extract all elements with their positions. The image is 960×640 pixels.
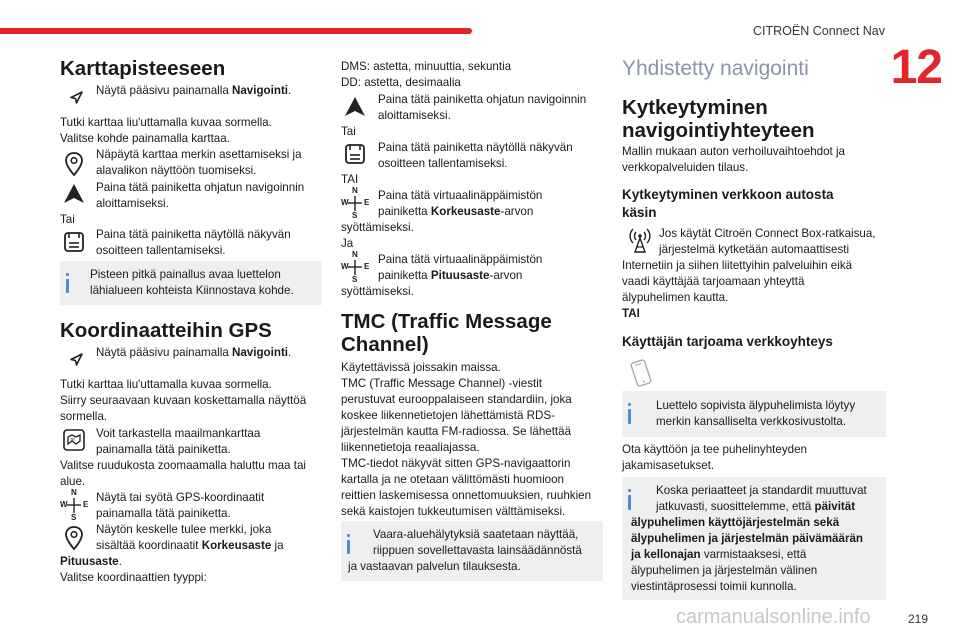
navigation-arrow-icon: [62, 346, 90, 374]
text-line: Mallin mukaan auton verhoiluvaihtoehdot ja: [622, 145, 845, 158]
go-triangle-icon: [341, 93, 369, 121]
heading-karttapisteeseen: Karttapisteeseen: [60, 57, 226, 80]
info-note-3: [622, 391, 886, 437]
location-pin-icon: [60, 524, 88, 552]
text-line: liikennetietoja reaaliajassa.: [341, 441, 480, 454]
compass-rose-icon: N S W E: [341, 186, 370, 220]
compass-rose-icon: N S W E: [60, 488, 89, 522]
text-line: painiketta Pituusaste-arvon: [378, 269, 523, 282]
text-line: vaadi käyttäjää tarjoamaan yhteyttä: [622, 275, 805, 288]
text-line: aloittamiseksi.: [96, 197, 169, 210]
text-line: painiketta Korkeusaste-arvon: [378, 205, 534, 218]
info-note-4: [622, 477, 886, 600]
text-line: alavalikon näyttöön tuomiseksi.: [96, 164, 257, 177]
header-accent-bar: [0, 28, 472, 34]
text-line: sormella.: [60, 410, 108, 423]
text-line: järjestelmän kautta FM-radiossa. Se lähettää: [341, 425, 572, 438]
note-text: ja vastaavan palvelun tilauksesta.: [348, 560, 521, 573]
text-line: painamalla tätä painiketta.: [96, 443, 231, 456]
note-text: merkin kansalliselta verkkosivustolta.: [656, 415, 847, 428]
text-line: Siirry seuraavaan kuvaan koskettamalla näyttöä: [60, 394, 307, 407]
text-line: Näytä tai syötä GPS-koordinaatit: [96, 491, 265, 504]
note-text: älypuhelimen käyttöjärjestelmän sekä: [631, 516, 840, 529]
heading-autosta-2: käsin: [622, 205, 657, 220]
text-line: TMC-tiedot näkyvät sitten GPS-navigaattorin: [341, 457, 571, 470]
note-text: Pisteen pitkä painallus avaa luettelon: [90, 268, 281, 281]
text-line: Jos käytät Citroën Connect Box-ratkaisua,: [659, 227, 876, 240]
text-line: DD: astetta, desimaalia: [341, 76, 461, 89]
text-line: Internetiin ja siihen liitettyihin palveluihin eikä: [622, 259, 853, 272]
text-line: sekä kaistojen tukkeutumisen välttämiseksi.: [341, 505, 566, 518]
text-line: Paina tätä virtuaalinäppäimistön: [378, 253, 543, 266]
note-text: älypuhelimen ja järjestelmän välinen: [631, 564, 818, 577]
heading-tmc-2: Channel): [341, 333, 429, 356]
compass-rose-icon: N S W E: [341, 250, 370, 284]
text-line: Valitse koordinaattien tyyppi:: [60, 571, 207, 584]
svg-text:m: m: [70, 437, 75, 443]
text-line: Voit tarkastella maailmankarttaa: [96, 427, 261, 440]
nav-instruction-1: Näytä pääsivu painamalla Navigointi.: [96, 84, 292, 97]
text-line: syöttämiseksi.: [341, 285, 414, 298]
text-line: Paina tätä painiketta ohjatun navigoinnin: [378, 93, 587, 106]
world-map-icon: [60, 426, 88, 454]
text-line: Näytön keskelle tulee merkki, joka: [96, 523, 272, 536]
text-line: Ota käyttöön ja tee puhelinyhteyden: [622, 443, 807, 456]
heading-kayttajan-verkkoyhteys: Käyttäjän tarjoama verkkoyhteys: [622, 334, 833, 349]
nav-instruction-2: Näytä pääsivu painamalla Navigointi.: [96, 346, 292, 359]
text-line: Tutki karttaa liu'uttamalla kuvaa sormella.: [60, 116, 272, 129]
text-line: Pituusaste.: [60, 555, 122, 568]
chapter-number: 12: [890, 41, 942, 94]
antenna-icon: [626, 226, 654, 254]
text-line: älypuhelimen kautta.: [622, 291, 729, 304]
watermark: carmanualsonline.info: [676, 606, 871, 628]
text-line: Paina tätä painiketta näytöllä näkyvän: [378, 141, 573, 154]
note-text: riippuen sovellettavasta lainsäädännöstä: [373, 544, 582, 557]
go-triangle-icon: [60, 180, 88, 208]
text-line: verkkopalveluiden tilaus.: [622, 161, 749, 174]
heading-tmc: TMC (Traffic Message: [341, 310, 552, 333]
page-number: 219: [907, 612, 928, 626]
text-line: Paina tätä virtuaalinäppäimistön: [378, 189, 543, 202]
text-line: Tai: [341, 125, 356, 138]
text-line: reittien laskemisessa onnettomuuksien, ruuhkien: [341, 489, 592, 502]
text-line: osoitteen tallentamiseksi.: [96, 244, 226, 257]
text-line: Valitse kohde painamalla karttaa.: [60, 132, 230, 145]
navigation-arrow-icon: [62, 84, 90, 112]
heading-kytkeytyminen-2: navigointiyhteyteen: [622, 119, 815, 142]
info-note-1: [60, 261, 322, 305]
note-text: jatkuvasti, suosittelemme, että päivität: [656, 500, 856, 513]
heading-yhdistetty-navigointi: Yhdistetty navigointi: [622, 57, 809, 80]
text-line: Paina tätä painiketta ohjatun navigoinnin: [96, 181, 305, 194]
text-line: sisältää koordinaatit Korkeusaste ja: [96, 539, 284, 552]
text-line: Paina tätä painiketta näytöllä näkyvän: [96, 228, 291, 241]
heading-autosta: Kytkeytyminen verkkoon autosta: [622, 187, 834, 202]
note-text: Koska periaatteet ja standardit muuttuvat: [656, 484, 867, 497]
text-line: Tutki karttaa liu'uttamalla kuvaa sormella.: [60, 378, 272, 391]
text-line: DMS: astetta, minuuttia, sekuntia: [341, 60, 512, 73]
note-text: lähialueen kohteista Kiinnostava kohde.: [90, 284, 294, 297]
note-text: Luettelo sopivista älypuhelimista löytyy: [656, 399, 856, 412]
text-line: Tai: [60, 213, 75, 226]
text-line: painamalla tätä painiketta.: [96, 507, 231, 520]
heading-kytkeytyminen: Kytkeytyminen: [622, 96, 768, 119]
text-line: perustuvat eurooppalaiseen standardiin, joka: [341, 393, 572, 406]
location-pin-icon: [60, 150, 88, 178]
text-line: syöttämiseksi.: [341, 221, 414, 234]
text-line: järjestelmä kytketään automaattisesti: [659, 243, 850, 256]
text-line: koskee liikennetietojen lähettämistä RDS-: [341, 409, 555, 422]
text-line: alue.: [60, 475, 86, 488]
save-address-icon: [60, 228, 88, 256]
heading-koordinaatteihin-gps: Koordinaatteihin GPS: [60, 319, 272, 342]
save-address-icon: [341, 140, 369, 168]
note-text: Vaara-aluehälytyksiä saatetaan näyttää,: [373, 528, 579, 541]
text-line: TAI: [341, 173, 359, 186]
text-line: Valitse ruudukosta zoomaamalla haluttu maa tai: [60, 459, 306, 472]
text-line: aloittamiseksi.: [378, 109, 451, 122]
note-text: ja kellonajan varmistaaksesi, että: [631, 548, 807, 561]
text-line: TMC (Traffic Message Channel) -viestit: [341, 377, 543, 390]
text-line: kartalla ja ne otetaan välittömästi huomioon: [341, 473, 564, 486]
text-line: jakamisasetukset.: [622, 459, 715, 472]
text-line: Ja: [341, 237, 354, 250]
text-line: Näpäytä karttaa merkin asettamiseksi ja: [96, 148, 302, 161]
note-text: viestintäprosessi toimii kunnolla.: [631, 580, 797, 593]
note-text: älypuhelimen ja järjestelmän päivämäärän: [631, 532, 863, 545]
header-title: CITROËN Connect Nav: [753, 24, 885, 38]
smartphone-icon: [624, 356, 658, 390]
text-line: osoitteen tallentamiseksi.: [378, 157, 508, 170]
text-line: Käytettävissä joissakin maissa.: [341, 361, 501, 374]
info-note-2: [341, 521, 603, 581]
text-line: TAI: [622, 307, 640, 320]
